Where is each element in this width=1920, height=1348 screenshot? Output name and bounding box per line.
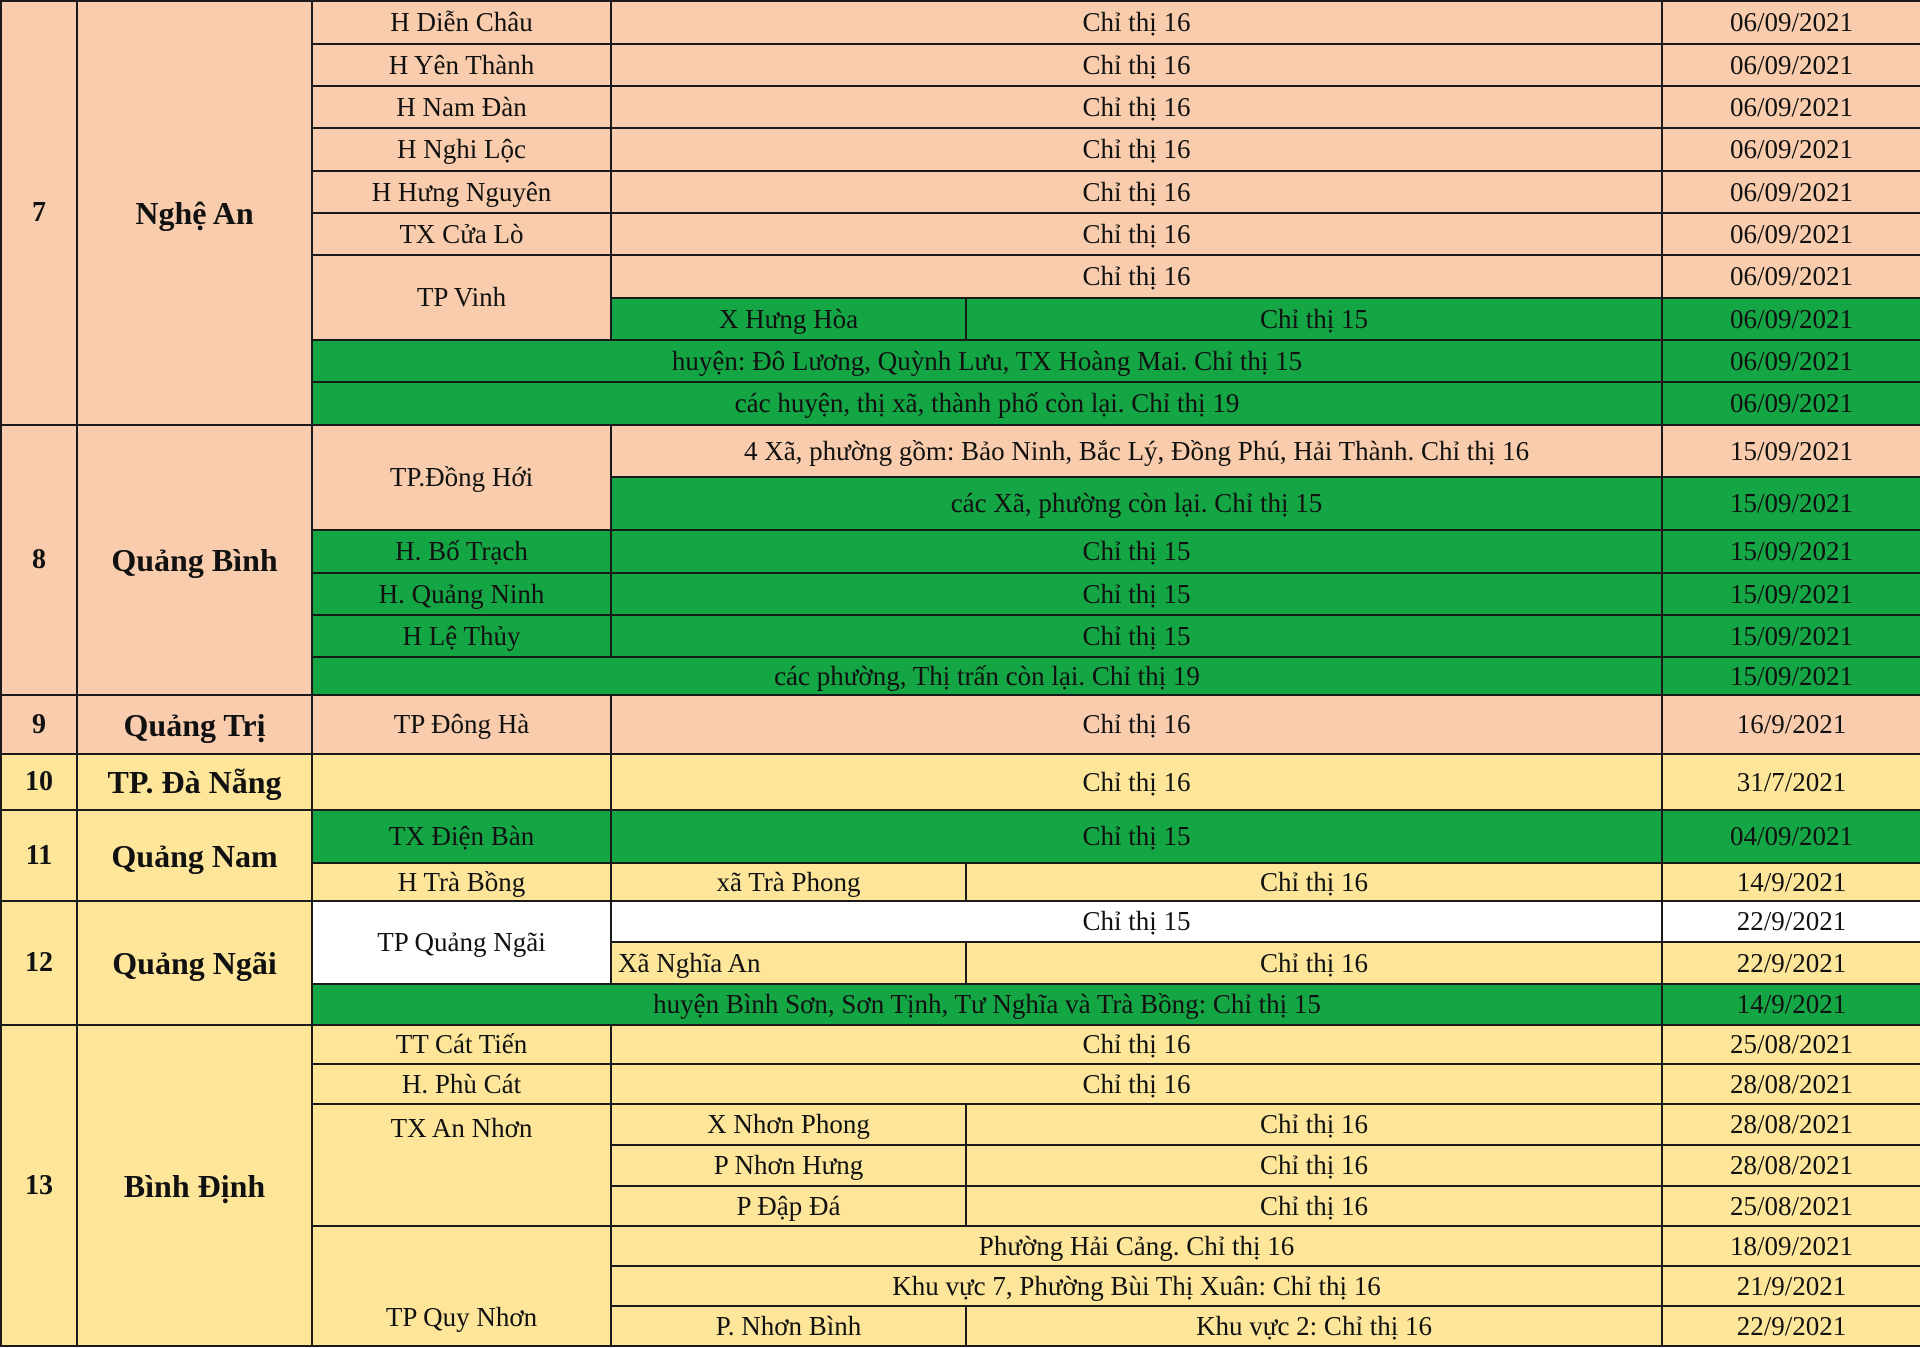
area-name: H Nam Đàn bbox=[312, 86, 611, 128]
measure-cell: Chỉ thị 15 bbox=[966, 298, 1662, 340]
row-number: 12 bbox=[1, 901, 77, 1025]
measure-cell: Chỉ thị 15 bbox=[611, 615, 1662, 657]
area-name: TP.Đồng Hới bbox=[312, 425, 611, 530]
measure-cell: 4 Xã, phường gồm: Bảo Ninh, Bắc Lý, Đồng Phú, Hải Thành. Chỉ thị 16 bbox=[611, 425, 1662, 477]
area-name: H Hưng Nguyên bbox=[312, 171, 611, 213]
area-name: TX An Nhơn bbox=[312, 1104, 611, 1226]
row-number: 8 bbox=[1, 425, 77, 695]
measure-cell: Chỉ thị 16 bbox=[966, 863, 1662, 901]
date-cell: 06/09/2021 bbox=[1662, 255, 1920, 298]
date-cell: 21/9/2021 bbox=[1662, 1266, 1920, 1306]
area-name: TX Cửa Lò bbox=[312, 213, 611, 255]
row-number: 7 bbox=[1, 1, 77, 425]
measure-cell: Chỉ thị 16 bbox=[611, 128, 1662, 171]
table-row bbox=[1, 425, 1920, 477]
date-cell: 06/09/2021 bbox=[1662, 340, 1920, 382]
measure-cell: Chỉ thị 15 bbox=[611, 573, 1662, 615]
measure-cell: các Xã, phường còn lại. Chỉ thị 15 bbox=[611, 477, 1662, 530]
area-name bbox=[312, 754, 611, 810]
area-name: TP Đông Hà bbox=[312, 695, 611, 754]
date-cell: 16/9/2021 bbox=[1662, 695, 1920, 754]
measure-cell: Chỉ thị 15 bbox=[611, 530, 1662, 573]
date-cell: 06/09/2021 bbox=[1662, 171, 1920, 213]
date-cell: 15/09/2021 bbox=[1662, 615, 1920, 657]
measure-cell: Chỉ thị 15 bbox=[611, 901, 1662, 942]
sub-area-name: xã Trà Phong bbox=[611, 863, 966, 901]
measure-cell: Chỉ thị 16 bbox=[611, 1025, 1662, 1064]
area-name: TP Quy Nhơn bbox=[312, 1226, 611, 1346]
measure-cell: Chỉ thị 16 bbox=[611, 695, 1662, 754]
measure-cell: Chỉ thị 15 bbox=[611, 810, 1662, 863]
note-cell: huyện: Đô Lương, Quỳnh Lưu, TX Hoàng Mai. Chỉ thị 15 bbox=[312, 340, 1662, 382]
table-row bbox=[1, 754, 1920, 810]
date-cell: 14/9/2021 bbox=[1662, 984, 1920, 1025]
area-name: TP Vinh bbox=[312, 255, 611, 340]
province-name: TP. Đà Nẵng bbox=[77, 754, 312, 810]
area-name: H. Bố Trạch bbox=[312, 530, 611, 573]
table-row bbox=[1, 810, 1920, 863]
date-cell: 28/08/2021 bbox=[1662, 1064, 1920, 1104]
table-row bbox=[1, 695, 1920, 754]
date-cell: 06/09/2021 bbox=[1662, 213, 1920, 255]
measure-cell: Chỉ thị 16 bbox=[966, 1104, 1662, 1145]
date-cell: 15/09/2021 bbox=[1662, 657, 1920, 695]
area-name: H Yên Thành bbox=[312, 44, 611, 86]
province-name: Quảng Bình bbox=[77, 425, 312, 695]
date-cell: 04/09/2021 bbox=[1662, 810, 1920, 863]
sub-area-name: P Nhơn Hưng bbox=[611, 1145, 966, 1186]
measure-cell: Chỉ thị 16 bbox=[611, 213, 1662, 255]
sub-area-name: X Nhơn Phong bbox=[611, 1104, 966, 1145]
date-cell: 06/09/2021 bbox=[1662, 128, 1920, 171]
measure-cell: Chỉ thị 16 bbox=[611, 86, 1662, 128]
measure-cell: Khu vực 2: Chỉ thị 16 bbox=[966, 1306, 1662, 1346]
measure-cell: Chỉ thị 16 bbox=[611, 171, 1662, 213]
measure-cell: Chỉ thị 16 bbox=[611, 44, 1662, 86]
date-cell: 28/08/2021 bbox=[1662, 1145, 1920, 1186]
date-cell: 14/9/2021 bbox=[1662, 863, 1920, 901]
date-cell: 25/08/2021 bbox=[1662, 1186, 1920, 1226]
row-number: 10 bbox=[1, 754, 77, 810]
area-name: H Lệ Thủy bbox=[312, 615, 611, 657]
table-row bbox=[1, 1025, 1920, 1064]
date-cell: 15/09/2021 bbox=[1662, 425, 1920, 477]
area-name: H. Phù Cát bbox=[312, 1064, 611, 1104]
date-cell: 15/09/2021 bbox=[1662, 530, 1920, 573]
note-cell: các phường, Thị trấn còn lại. Chỉ thị 19 bbox=[312, 657, 1662, 695]
date-cell: 06/09/2021 bbox=[1662, 86, 1920, 128]
date-cell: 06/09/2021 bbox=[1662, 298, 1920, 340]
province-name: Nghệ An bbox=[77, 1, 312, 425]
note-cell: các huyện, thị xã, thành phố còn lại. Chỉ thị 19 bbox=[312, 382, 1662, 425]
province-name: Quảng Nam bbox=[77, 810, 312, 901]
date-cell: 22/9/2021 bbox=[1662, 901, 1920, 942]
sub-area-name: P Đập Đá bbox=[611, 1186, 966, 1226]
area-name: H Trà Bồng bbox=[312, 863, 611, 901]
row-number: 11 bbox=[1, 810, 77, 901]
row-number: 9 bbox=[1, 695, 77, 754]
area-name: TT Cát Tiến bbox=[312, 1025, 611, 1064]
date-cell: 15/09/2021 bbox=[1662, 573, 1920, 615]
table-row bbox=[1, 1, 1920, 44]
measure-cell: Chỉ thị 16 bbox=[611, 1064, 1662, 1104]
date-cell: 18/09/2021 bbox=[1662, 1226, 1920, 1266]
measure-cell: Chỉ thị 16 bbox=[611, 255, 1662, 298]
date-cell: 15/09/2021 bbox=[1662, 477, 1920, 530]
date-cell: 06/09/2021 bbox=[1662, 382, 1920, 425]
date-cell: 31/7/2021 bbox=[1662, 754, 1920, 810]
province-name: Quảng Ngãi bbox=[77, 901, 312, 1025]
date-cell: 25/08/2021 bbox=[1662, 1025, 1920, 1064]
measure-cell: Chỉ thị 16 bbox=[611, 754, 1662, 810]
area-name: H Nghi Lộc bbox=[312, 128, 611, 171]
measure-cell: Chỉ thị 16 bbox=[966, 1186, 1662, 1226]
area-name: H. Quảng Ninh bbox=[312, 573, 611, 615]
area-name: TX Điện Bàn bbox=[312, 810, 611, 863]
province-name: Bình Định bbox=[77, 1025, 312, 1346]
measure-cell: Chỉ thị 16 bbox=[966, 942, 1662, 984]
sub-area-name: P. Nhơn Bình bbox=[611, 1306, 966, 1346]
date-cell: 28/08/2021 bbox=[1662, 1104, 1920, 1145]
table-row bbox=[1, 901, 1920, 942]
date-cell: 22/9/2021 bbox=[1662, 942, 1920, 984]
measure-cell: Chỉ thị 16 bbox=[966, 1145, 1662, 1186]
measure-cell: Khu vực 7, Phường Bùi Thị Xuân: Chỉ thị 16 bbox=[611, 1266, 1662, 1306]
area-name: TP Quảng Ngãi bbox=[312, 901, 611, 984]
province-name: Quảng Trị bbox=[77, 695, 312, 754]
date-cell: 06/09/2021 bbox=[1662, 44, 1920, 86]
sub-area-name: Xã Nghĩa An bbox=[611, 942, 966, 984]
row-number: 13 bbox=[1, 1025, 77, 1346]
measure-cell: Phường Hải Cảng. Chỉ thị 16 bbox=[611, 1226, 1662, 1266]
sub-area-name: X Hưng Hòa bbox=[611, 298, 966, 340]
note-cell: huyện Bình Sơn, Sơn Tịnh, Tư Nghĩa và Trà Bồng: Chỉ thị 15 bbox=[312, 984, 1662, 1025]
date-cell: 06/09/2021 bbox=[1662, 1, 1920, 44]
area-name: H Diễn Châu bbox=[312, 1, 611, 44]
date-cell: 22/9/2021 bbox=[1662, 1306, 1920, 1346]
measure-cell: Chỉ thị 16 bbox=[611, 1, 1662, 44]
